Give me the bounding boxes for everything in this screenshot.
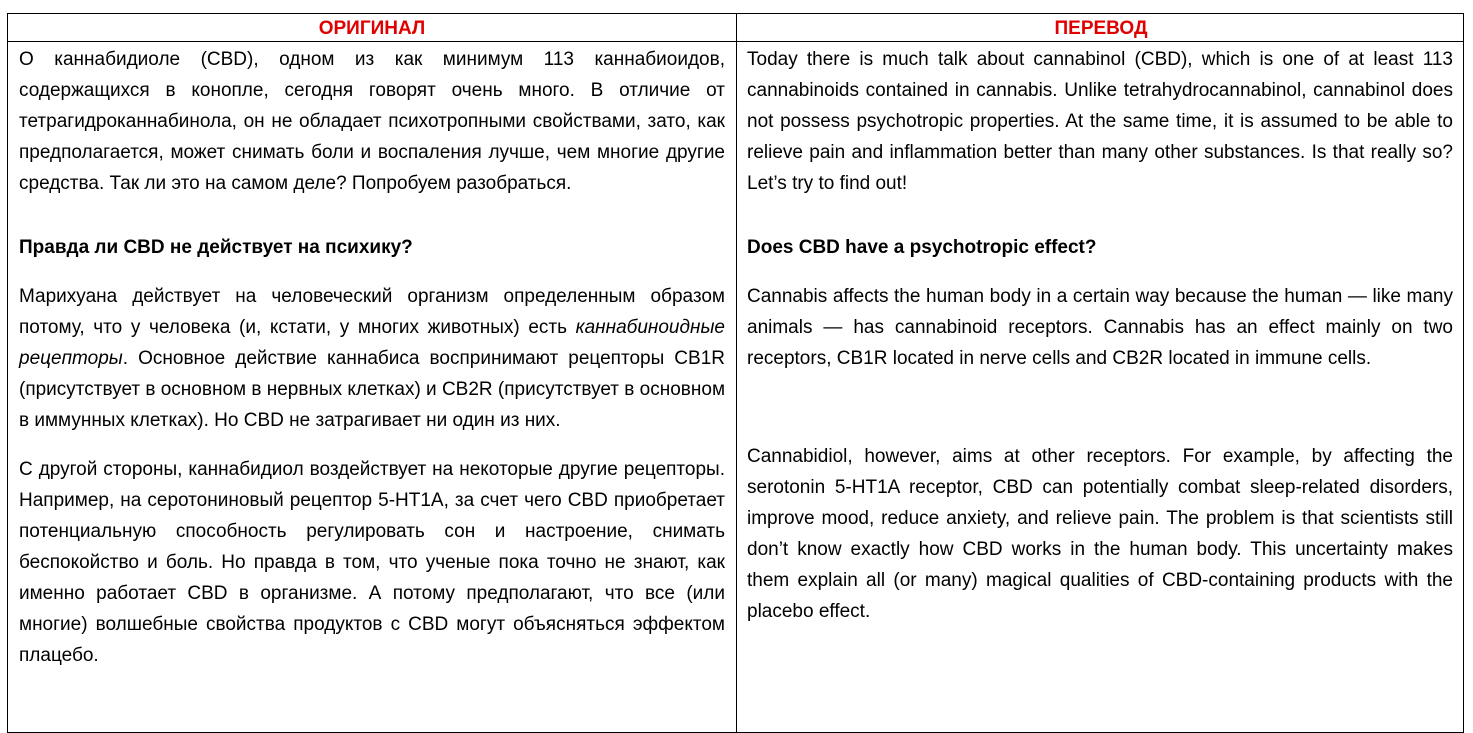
original-column bbox=[8, 42, 736, 671]
original-paragraph-receptors-start: Марихуана действует на человеческий организм определенным образом потому, что у человека (и, кстати, у многих животных) есть bbox=[19, 286, 725, 338]
translation-paragraph-receptors: Cannabis affects the human body in a certain way because the human — like many animals — has cannabinoid receptors. Cannabis has an effect mainly on two receptors, CB1R located in nerve cells and CB2R located in immune cells. bbox=[747, 286, 1453, 369]
original-paragraph-receptors bbox=[19, 281, 725, 436]
original-paragraph-intro: О каннабидиоле (CBD), одном из как минимум 113 каннабиоидов, содержащихся в конопле, сегодня говорят очень много. В отличие от тетрагидроканнабинола, он не обладает психотропными свойствами, зато, как предполагается, может снимать боли и воспаления лучше, чем многие другие средства. Так ли это на самом деле? Попробуем разобраться. bbox=[19, 49, 725, 194]
translation-paragraph-serotonin: Cannabidiol, however, aims at other receptors. For example, by affecting the serotonin 5-HT1A receptor, CBD can potentially combat sleep-related disorders, improve mood, reduce anxiety, and relieve pain. The problem is that scientists still don’t know exactly how CBD works in the human body. This uncertainty makes them explain all (or many) magical qualities of CBD-containing products with the placebo effect. bbox=[747, 446, 1453, 622]
original-paragraph-receptors-emphasis: каннабиноидные рецепторы bbox=[19, 317, 725, 369]
translation-table bbox=[7, 13, 1464, 733]
translation-heading: Does CBD have a psychotropic effect? bbox=[747, 237, 1097, 258]
spacer bbox=[747, 199, 1453, 230]
translation-column-header: ПЕРЕВОД bbox=[1054, 18, 1148, 39]
original-paragraph-receptors-end: . Основное действие каннабиса воспринимают рецепторы CB1R (присутствует в основном в нервных клетках) и CB2R (присутствует в основном в иммунных клетках). Но CBD не затрагивает ни один из них. bbox=[19, 348, 725, 431]
translation-paragraph-intro: Today there is much talk about cannabinol (CBD), which is one of at least 113 cannabinoids contained in cannabis. Unlike tetrahydrocannabinol, cannabinol does not possess psychotropic properties. At the same time, it is assumed to be able to relieve pain and inflammation better than many other substances. Is that really so? Let’s try to find out! bbox=[747, 49, 1453, 194]
translation-column bbox=[737, 42, 1465, 627]
spacer bbox=[19, 199, 725, 230]
original-column-header: ОРИГИНАЛ bbox=[318, 18, 426, 39]
original-paragraph-serotonin: С другой стороны, каннабидиол воздействует на некоторые другие рецепторы. Например, на серотониновый рецептор 5-HT1A, за счет чего CBD приобретает потенциальную способность регулировать сон и настроение, снимать беспокойство и боль. Но правда в том, что ученые пока точно не знают, как именно работает CBD в организме. А потому предполагают, что все (или многие) волшебные свойства продуктов с CBD могут объясняться эффектом плацебо. bbox=[19, 459, 725, 666]
original-heading: Правда ли CBD не действует на психику? bbox=[19, 237, 413, 258]
